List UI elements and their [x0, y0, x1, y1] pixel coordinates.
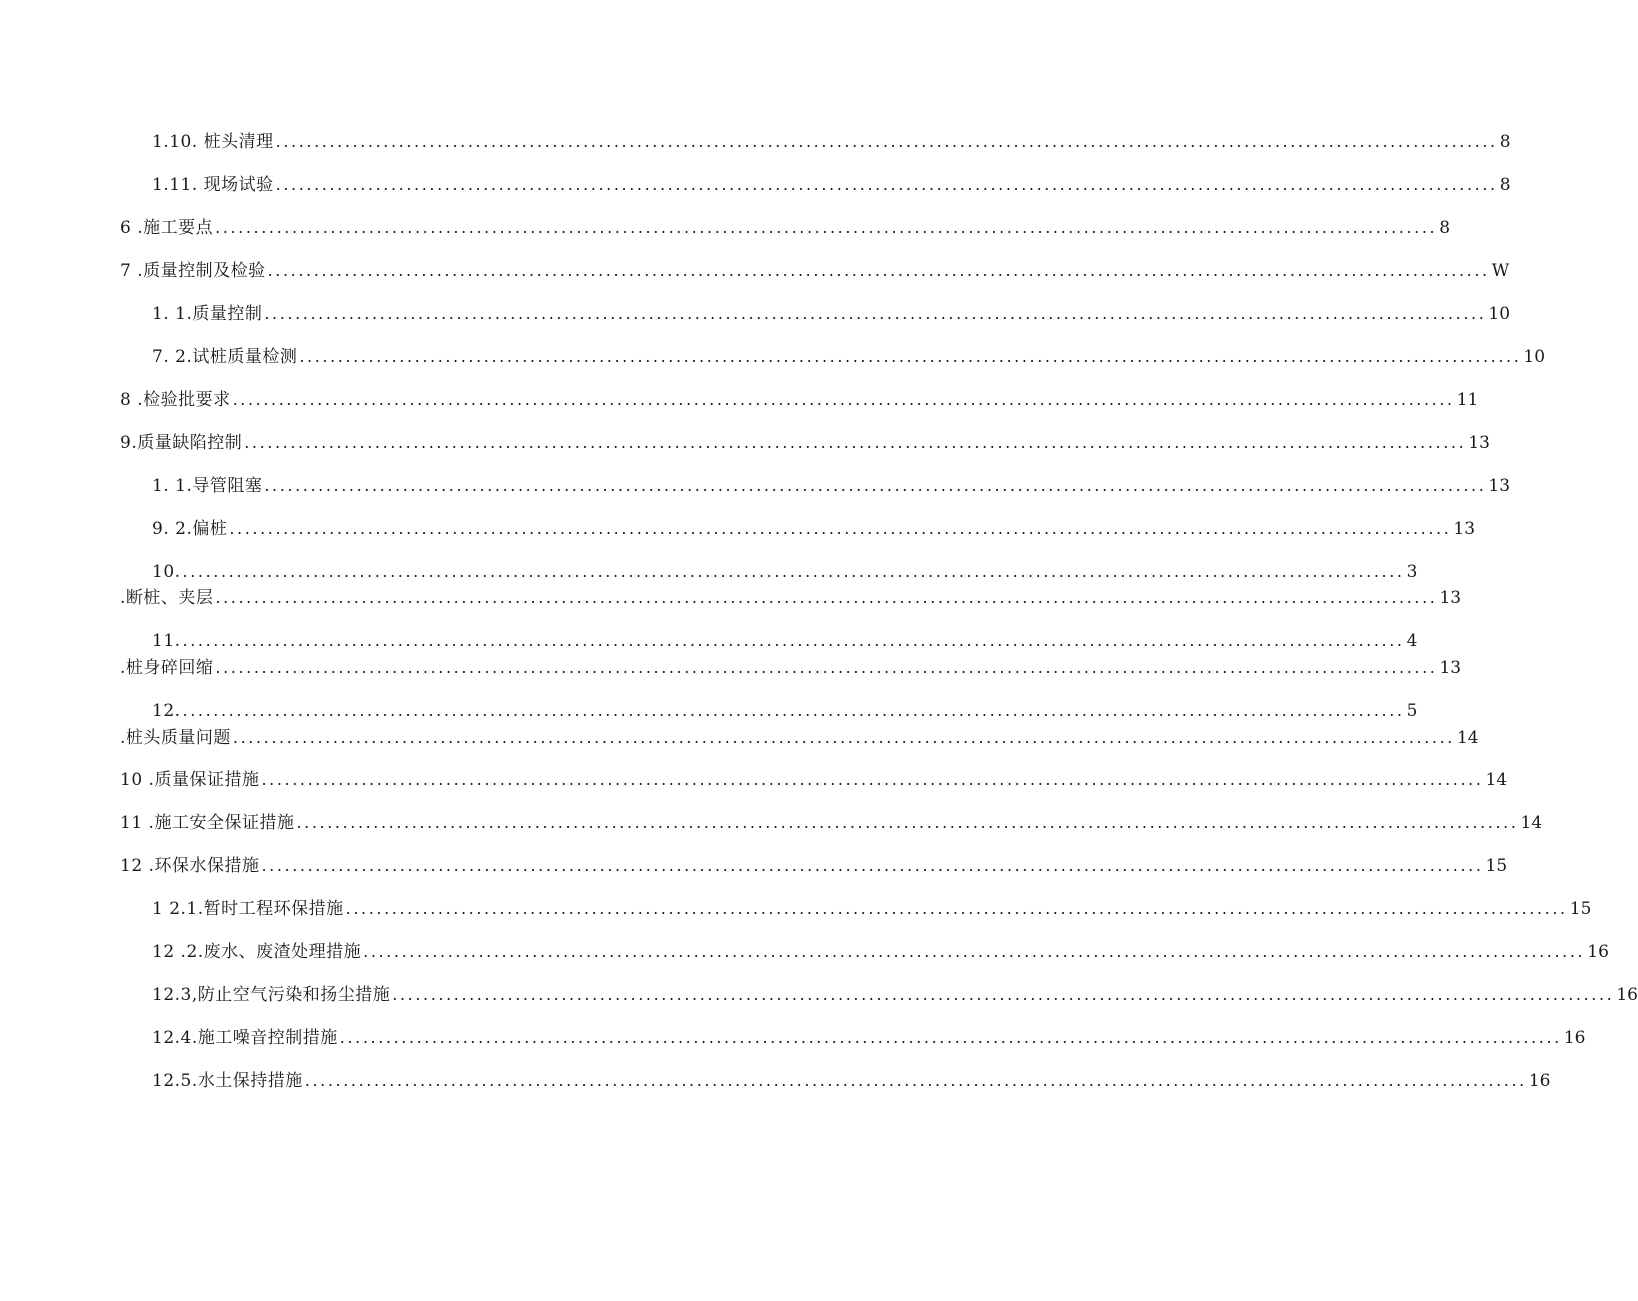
toc-entry-label: 12 .环保水保措施: [120, 856, 260, 876]
toc-page-number: 15: [1569, 899, 1592, 919]
toc-page-number: 13: [1468, 433, 1490, 453]
toc-leader-dots: ...............................................................................................................................................................: [232, 728, 1455, 747]
toc-entry-label: .桩身碎回缩: [120, 658, 214, 678]
toc-leader-dots: ...............................................................................................................................................................: [261, 770, 1484, 789]
toc-entry[interactable]: [120, 767, 1508, 793]
toc-page-number: 13: [1453, 519, 1476, 539]
toc-page-number: 8: [1439, 218, 1451, 238]
toc-entry-label: 10.: [152, 562, 181, 582]
toc-leader-dots: ...............................................................................................................................................................: [229, 519, 1452, 538]
toc-entry[interactable]: [152, 516, 1476, 542]
toc-entry-label: .桩头质量问题: [120, 728, 231, 748]
toc-page-number: 14: [1520, 813, 1543, 833]
toc-leader-dots: ...............................................................................................................................................................: [275, 175, 1498, 194]
toc-leader-dots: ...............................................................................................................................................................: [392, 985, 1615, 1004]
toc-entry[interactable]: [120, 215, 1451, 241]
toc-entry-label: 1 2.1.暂时工程环保措施: [152, 899, 344, 919]
toc-page-number: 10: [1523, 347, 1546, 367]
toc-page-number: W: [1491, 261, 1510, 281]
toc-leader-dots: ...............................................................................................................................................................: [182, 631, 1405, 650]
toc-entry-label: 7 .质量控制及检验: [120, 261, 266, 281]
toc-leader-dots: ...............................................................................................................................................................: [264, 304, 1487, 323]
toc-entry[interactable]: [152, 172, 1511, 198]
toc-page-number: 10: [1488, 304, 1511, 324]
toc-entry[interactable]: [120, 853, 1508, 879]
toc-leader-dots: ...............................................................................................................................................................: [296, 813, 1519, 832]
toc-entry-label: 1. 1.质量控制: [152, 304, 263, 324]
toc-entry-label: 9. 2.偏桩: [152, 519, 228, 539]
toc-page-number: 8: [1499, 132, 1511, 152]
toc-entry-label: 8 .检验批要求: [120, 390, 231, 410]
toc-leader-dots: ...............................................................................................................................................................: [304, 1071, 1527, 1090]
toc-page-number: 8: [1499, 175, 1511, 195]
toc-entry-label: 1.11. 现场试验: [152, 175, 274, 195]
toc-entry-label: 12.3,防止空气污染和扬尘措施: [152, 985, 391, 1005]
toc-page-number: 16: [1563, 1028, 1586, 1048]
toc-page-number: 4: [1406, 631, 1418, 651]
toc-entry[interactable]: [120, 655, 1462, 681]
toc-page-number: 15: [1485, 856, 1508, 876]
toc-leader-dots: ...............................................................................................................................................................: [215, 218, 1438, 237]
toc-entry[interactable]: [120, 810, 1543, 836]
toc-leader-dots: ...............................................................................................................................................................: [261, 856, 1484, 875]
toc-leader-dots: ...............................................................................................................................................................: [215, 658, 1438, 677]
toc-entry[interactable]: [152, 129, 1511, 155]
toc-page-number: 13: [1439, 658, 1462, 678]
toc-page-number: 13: [1439, 588, 1462, 608]
toc-entry[interactable]: [152, 1025, 1586, 1051]
toc-entry[interactable]: [152, 896, 1592, 922]
toc-leader-dots: ...............................................................................................................................................................: [299, 347, 1522, 366]
toc-entry-label: 9.质量缺陷控制: [120, 433, 243, 453]
toc-entry[interactable]: [152, 473, 1511, 499]
toc-entry[interactable]: [120, 258, 1510, 284]
toc-entry-label: 1. 1.导管阻塞: [152, 476, 263, 496]
toc-page-number: 5: [1406, 701, 1418, 721]
toc-entry-label: 6 .施工要点: [120, 218, 214, 238]
toc-leader-dots: ...............................................................................................................................................................: [264, 476, 1487, 495]
toc-entry[interactable]: [152, 559, 1418, 585]
toc-leader-dots: ...............................................................................................................................................................: [232, 390, 1455, 409]
toc-entry[interactable]: [152, 344, 1546, 370]
toc-page-number: 16: [1616, 985, 1638, 1005]
toc-entry[interactable]: [152, 939, 1609, 965]
toc-page-number: 13: [1488, 476, 1511, 496]
toc-page-number: 14: [1456, 728, 1479, 748]
toc-entry[interactable]: [152, 1068, 1551, 1094]
toc-entry[interactable]: [152, 628, 1418, 654]
toc-entry-label: 12.4.施工噪音控制措施: [152, 1028, 338, 1048]
toc-leader-dots: ...............................................................................................................................................................: [345, 899, 1568, 918]
toc-leader-dots: ...............................................................................................................................................................: [182, 701, 1405, 720]
toc-entry-label: 10 .质量保证措施: [120, 770, 260, 790]
toc-leader-dots: ...............................................................................................................................................................: [182, 562, 1405, 581]
toc-entry-label: 11 .施工安全保证措施: [120, 813, 295, 833]
toc-leader-dots: ...............................................................................................................................................................: [339, 1028, 1562, 1047]
toc-entry-label: 12 .2.废水、废渣处理措施: [152, 942, 362, 962]
toc-leader-dots: ...............................................................................................................................................................: [267, 261, 1490, 280]
toc-entry-label: 12.: [152, 701, 181, 721]
toc-entry[interactable]: [152, 301, 1511, 327]
toc-page-number: 3: [1406, 562, 1418, 582]
toc-page-number: 16: [1528, 1071, 1551, 1091]
toc-leader-dots: ...............................................................................................................................................................: [275, 132, 1498, 151]
toc-leader-dots: ...............................................................................................................................................................: [215, 588, 1438, 607]
toc-entry-label: 7. 2.试桩质量检测: [152, 347, 298, 367]
toc-leader-dots: ...............................................................................................................................................................: [244, 433, 1467, 452]
toc-leader-dots: ...............................................................................................................................................................: [363, 942, 1586, 961]
toc-page-number: 16: [1587, 942, 1609, 962]
toc-entry-label: 1.10. 桩头清理: [152, 132, 274, 152]
toc-entry[interactable]: [152, 698, 1418, 724]
toc-page-number: 11: [1456, 390, 1479, 410]
toc-page-number: 14: [1485, 770, 1508, 790]
toc-entry[interactable]: [120, 430, 1490, 456]
toc-entry-label: 11.: [152, 631, 181, 651]
toc-entry[interactable]: [120, 387, 1479, 413]
toc-entry[interactable]: [120, 585, 1462, 611]
toc-entry[interactable]: [152, 982, 1638, 1008]
toc-entry-label: 12.5.水土保持措施: [152, 1071, 303, 1091]
toc-entry-label: .断桩、夹层: [120, 588, 214, 608]
toc-entry[interactable]: [120, 725, 1479, 751]
